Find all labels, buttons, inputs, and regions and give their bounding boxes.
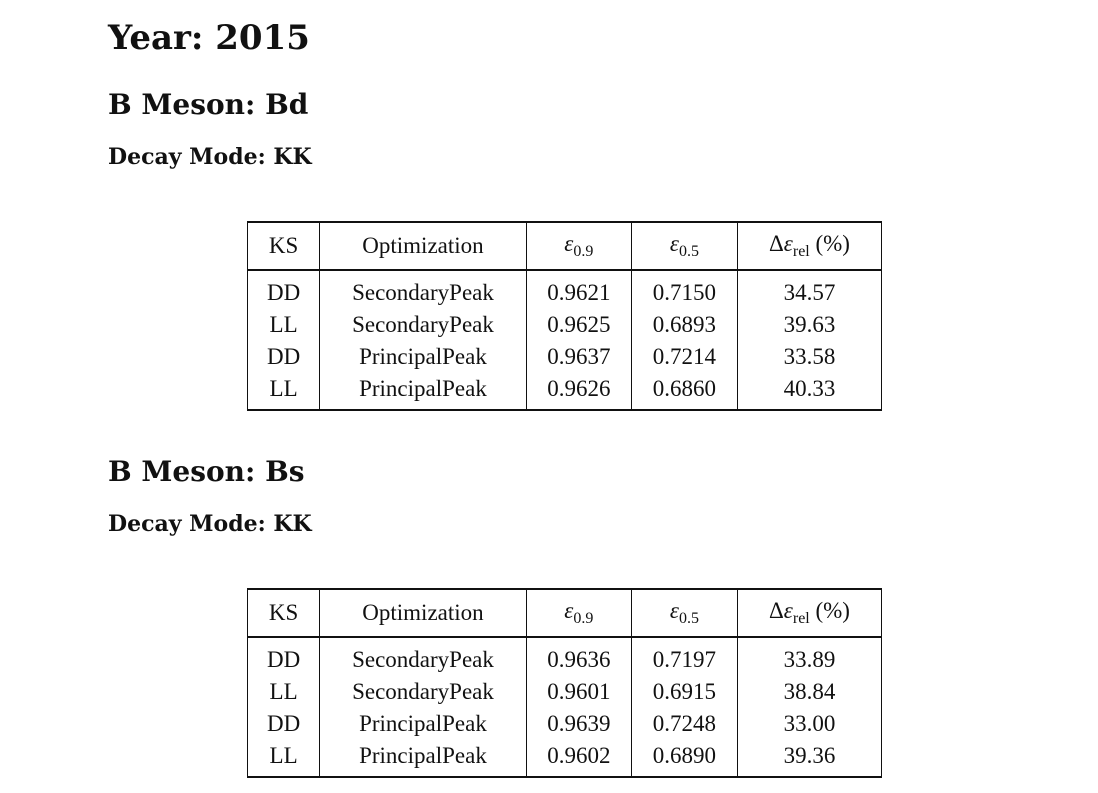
eps09-subscript: 0.9 <box>573 610 594 627</box>
cell-eps09: 0.9626 <box>526 373 631 410</box>
cell-delta: 40.33 <box>737 373 881 410</box>
cell-delta: 33.89 <box>737 637 881 676</box>
cell-eps09: 0.9639 <box>526 708 631 740</box>
cell-eps09: 0.9602 <box>526 740 631 777</box>
table-header-row <box>248 589 882 637</box>
cell-eps05: 0.7197 <box>631 637 737 676</box>
decay-heading-bd: Decay Mode: KK <box>108 144 312 170</box>
header-delta-eps-rel <box>737 589 881 637</box>
cell-delta: 39.36 <box>737 740 881 777</box>
header-eps05 <box>631 222 737 270</box>
cell-eps05: 0.7214 <box>631 341 737 373</box>
cell-ks: LL <box>248 676 320 708</box>
cell-optimization: PrincipalPeak <box>320 708 527 740</box>
table-row <box>248 341 882 373</box>
eps-symbol: ε <box>669 231 679 256</box>
header-ks: KS <box>248 589 320 637</box>
header-ks: KS <box>248 222 320 270</box>
cell-eps09: 0.9625 <box>526 309 631 341</box>
results-table-bd-wrap <box>247 221 882 411</box>
table-row <box>248 270 882 309</box>
cell-ks: LL <box>248 373 320 410</box>
percent-unit: (%) <box>815 231 850 256</box>
table-row <box>248 373 882 410</box>
delta-symbol: Δ <box>768 231 784 256</box>
decay-heading-bs: Decay Mode: KK <box>108 511 312 537</box>
header-delta-eps-rel <box>737 222 881 270</box>
cell-delta: 34.57 <box>737 270 881 309</box>
cell-ks: DD <box>248 708 320 740</box>
eps05-subscript: 0.5 <box>678 243 699 260</box>
table-row <box>248 708 882 740</box>
eps-symbol: ε <box>564 598 574 623</box>
cell-optimization: SecondaryPeak <box>320 270 527 309</box>
header-eps09 <box>526 589 631 637</box>
cell-ks: DD <box>248 341 320 373</box>
table-header-row <box>248 222 882 270</box>
cell-optimization: PrincipalPeak <box>320 341 527 373</box>
year-heading: Year: 2015 <box>108 18 310 58</box>
cell-optimization: PrincipalPeak <box>320 740 527 777</box>
cell-delta: 38.84 <box>737 676 881 708</box>
cell-delta: 33.00 <box>737 708 881 740</box>
cell-optimization: SecondaryPeak <box>320 637 527 676</box>
eps-symbol: ε <box>564 231 574 256</box>
cell-eps05: 0.6860 <box>631 373 737 410</box>
table-row <box>248 637 882 676</box>
cell-optimization: SecondaryPeak <box>320 309 527 341</box>
cell-eps09: 0.9601 <box>526 676 631 708</box>
cell-ks: LL <box>248 740 320 777</box>
cell-eps09: 0.9621 <box>526 270 631 309</box>
cell-eps05: 0.7150 <box>631 270 737 309</box>
eps-symbol: ε <box>669 598 679 623</box>
cell-eps05: 0.7248 <box>631 708 737 740</box>
header-optimization: Optimization <box>320 222 527 270</box>
cell-ks: LL <box>248 309 320 341</box>
eps09-subscript: 0.9 <box>573 243 594 260</box>
header-eps09 <box>526 222 631 270</box>
table-row <box>248 676 882 708</box>
rel-subscript: rel <box>792 243 810 260</box>
cell-eps05: 0.6893 <box>631 309 737 341</box>
rel-subscript: rel <box>792 610 810 627</box>
eps-symbol: ε <box>783 598 793 623</box>
delta-symbol: Δ <box>768 598 784 623</box>
percent-unit: (%) <box>815 598 850 623</box>
cell-eps05: 0.6890 <box>631 740 737 777</box>
table-row <box>248 309 882 341</box>
results-table-bd <box>247 221 882 411</box>
cell-optimization: PrincipalPeak <box>320 373 527 410</box>
cell-delta: 39.63 <box>737 309 881 341</box>
cell-eps09: 0.9636 <box>526 637 631 676</box>
cell-optimization: SecondaryPeak <box>320 676 527 708</box>
header-eps05 <box>631 589 737 637</box>
cell-delta: 33.58 <box>737 341 881 373</box>
cell-ks: DD <box>248 270 320 309</box>
table-row <box>248 740 882 777</box>
eps05-subscript: 0.5 <box>678 610 699 627</box>
cell-eps09: 0.9637 <box>526 341 631 373</box>
cell-ks: DD <box>248 637 320 676</box>
cell-eps05: 0.6915 <box>631 676 737 708</box>
meson-heading-bd: B Meson: Bd <box>108 88 309 121</box>
meson-heading-bs: B Meson: Bs <box>108 455 305 488</box>
header-optimization: Optimization <box>320 589 527 637</box>
eps-symbol: ε <box>783 231 793 256</box>
results-table-bs <box>247 588 882 778</box>
results-table-bs-wrap <box>247 588 882 778</box>
